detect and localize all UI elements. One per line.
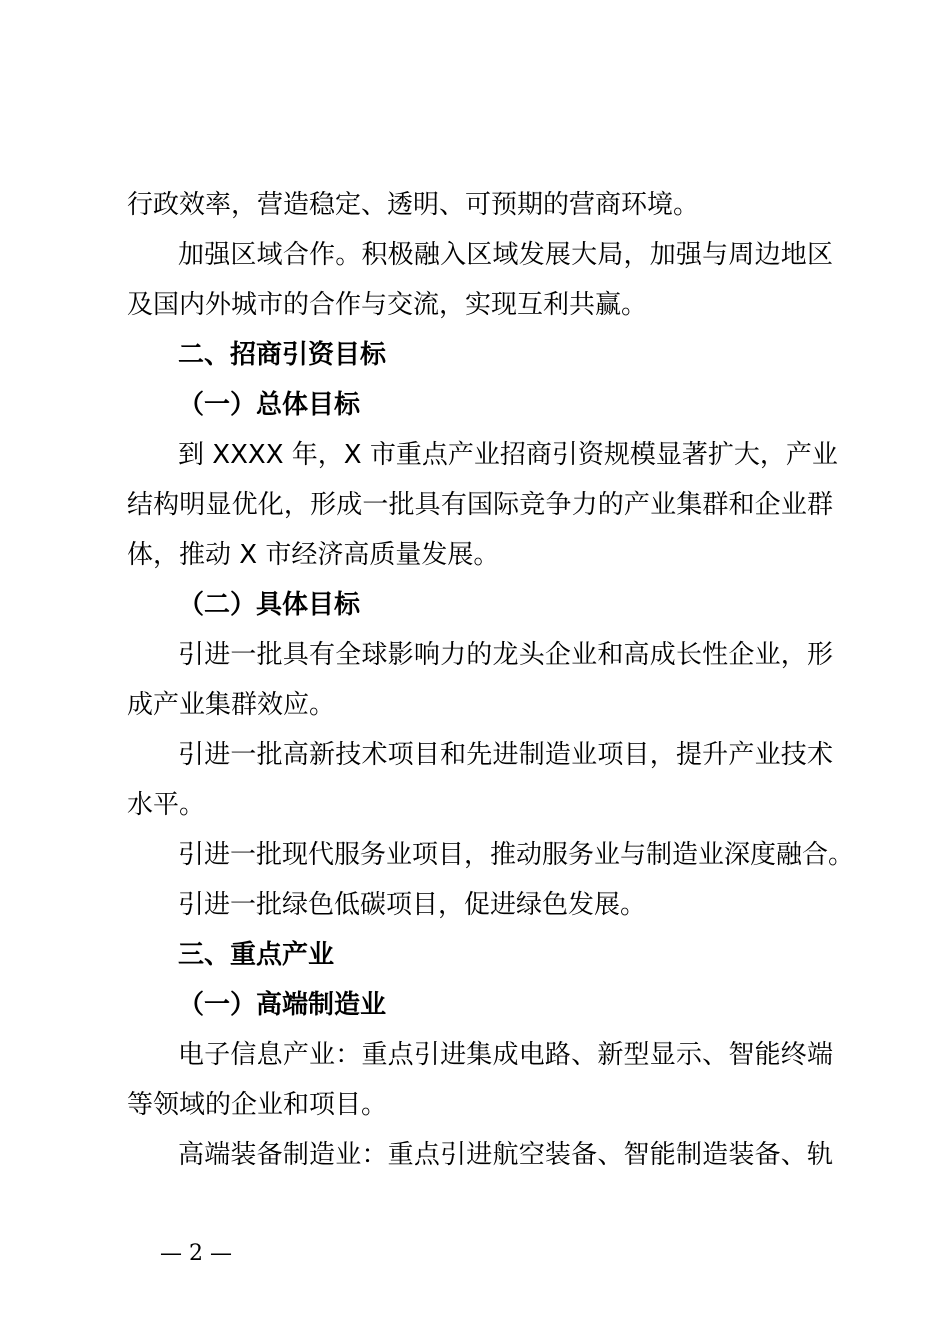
paragraph-line: 高端装备制造业：重点引进航空装备、智能制造装备、轨 <box>178 1140 833 1170</box>
paragraph-line: 引进一批具有全球影响力的龙头企业和高成长性企业，形 <box>178 640 833 670</box>
paragraph-line: 到 XXXX 年，X 市重点产业招商引资规模显著扩大，产业 <box>178 440 838 470</box>
paragraph-line: 成产业集群效应。 <box>127 690 336 720</box>
paragraph-line: 及国内外城市的合作与交流，实现互利共赢。 <box>127 290 648 320</box>
subsection-heading: （一）总体目标 <box>178 390 361 420</box>
paragraph-line: 引进一批高新技术项目和先进制造业项目，提升产业技术 <box>178 740 833 770</box>
paragraph-line: 引进一批绿色低碳项目，促进绿色发展。 <box>178 890 647 920</box>
section-heading: 三、重点产业 <box>178 940 335 970</box>
subsection-heading: （二）具体目标 <box>178 590 361 620</box>
paragraph-line: 加强区域合作。积极融入区域发展大局，加强与周边地区 <box>178 240 833 270</box>
paragraph-line: 水平。 <box>127 790 206 820</box>
subsection-heading: （一）高端制造业 <box>178 990 387 1020</box>
paragraph-line: 行政效率，营造稳定、透明、可预期的营商环境。 <box>127 190 700 220</box>
paragraph-line: 结构明显优化，形成一批具有国际竞争力的产业集群和企业群 <box>127 490 833 520</box>
page-number: — 2 — <box>160 1241 232 1266</box>
paragraph-line: 体，推动 X 市经济高质量发展。 <box>127 540 500 570</box>
paragraph-line: 电子信息产业：重点引进集成电路、新型显示、智能终端 <box>178 1040 833 1070</box>
section-heading: 二、招商引资目标 <box>178 340 387 370</box>
paragraph-line: 引进一批现代服务业项目，推动服务业与制造业深度融合。 <box>178 840 855 870</box>
paragraph-line: 等领域的企业和项目。 <box>127 1090 388 1120</box>
